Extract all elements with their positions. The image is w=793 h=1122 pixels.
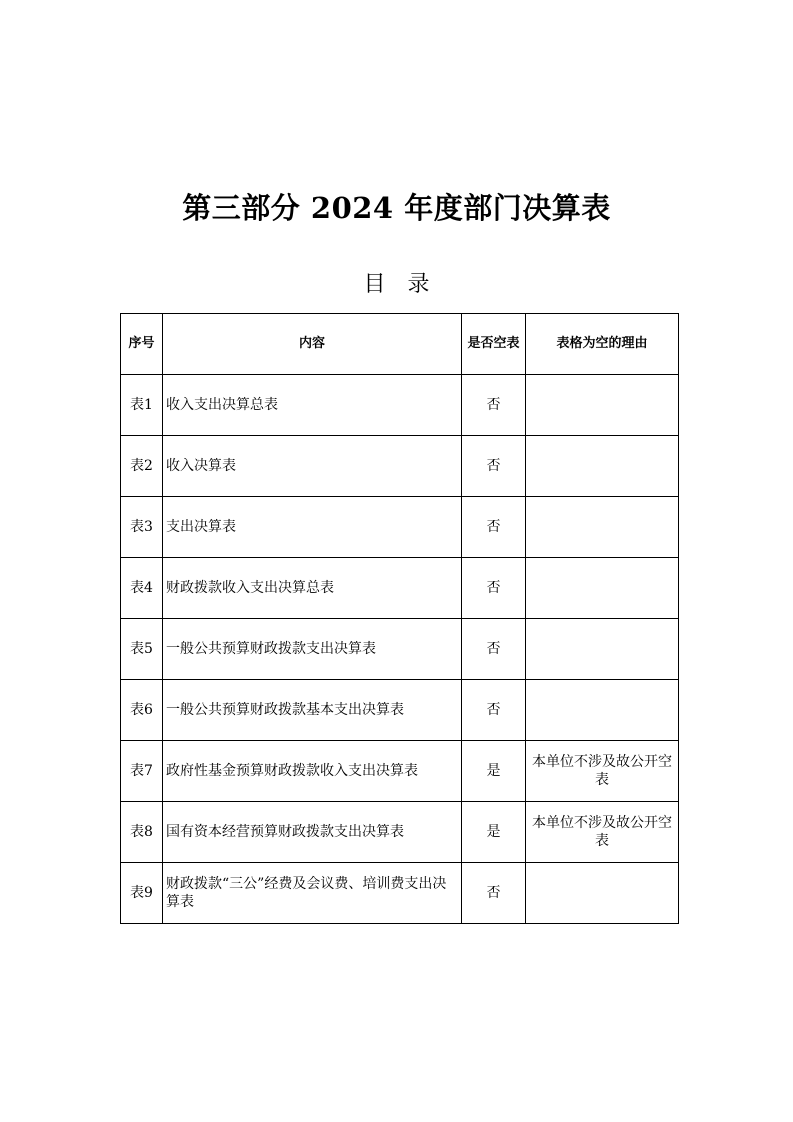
table-row: [121, 497, 679, 558]
row-empty-reason: [526, 680, 679, 741]
row-empty-reason: [526, 497, 679, 558]
row-number: 表5: [121, 619, 163, 680]
table-row: [121, 619, 679, 680]
table-header-row: [121, 314, 679, 375]
row-is-empty: 否: [462, 497, 526, 558]
table-row: [121, 436, 679, 497]
table-row: [121, 863, 679, 924]
row-table-name: 收入支出决算总表: [163, 375, 462, 436]
table-row: [121, 802, 679, 863]
row-empty-reason: [526, 436, 679, 497]
row-is-empty: 否: [462, 863, 526, 924]
row-table-name: 财政拨款收入支出决算总表: [163, 558, 462, 619]
row-is-empty: 否: [462, 436, 526, 497]
row-number: 表7: [121, 741, 163, 802]
row-table-name: 支出决算表: [163, 497, 462, 558]
row-empty-reason: 本单位不涉及故公开空表: [526, 741, 679, 802]
toc-heading: 目录: [363, 272, 452, 297]
header-is-empty: 是否空表: [462, 314, 526, 375]
header-content: 内容: [163, 314, 462, 375]
table-row: [121, 375, 679, 436]
row-is-empty: 否: [462, 680, 526, 741]
row-is-empty: 是: [462, 802, 526, 863]
row-table-name: 一般公共预算财政拨款支出决算表: [163, 619, 462, 680]
row-table-name: 收入决算表: [163, 436, 462, 497]
table-row: [121, 680, 679, 741]
row-number: 表9: [121, 863, 163, 924]
row-is-empty: 否: [462, 558, 526, 619]
header-no: 序号: [121, 314, 163, 375]
row-empty-reason: 本单位不涉及故公开空表: [526, 802, 679, 863]
row-number: 表1: [121, 375, 163, 436]
row-number: 表3: [121, 497, 163, 558]
row-is-empty: 否: [462, 619, 526, 680]
row-is-empty: 否: [462, 375, 526, 436]
table-row: [121, 741, 679, 802]
row-number: 表2: [121, 436, 163, 497]
row-table-name: 财政拨款“三公”经费及会议费、培训费支出决算表: [163, 863, 462, 924]
row-number: 表6: [121, 680, 163, 741]
toc-table: [120, 313, 679, 924]
header-empty-reason: 表格为空的理由: [526, 314, 679, 375]
row-table-name: 国有资本经营预算财政拨款支出决算表: [163, 802, 462, 863]
row-number: 表4: [121, 558, 163, 619]
row-table-name: 一般公共预算财政拨款基本支出决算表: [163, 680, 462, 741]
row-empty-reason: [526, 863, 679, 924]
row-is-empty: 是: [462, 741, 526, 802]
row-empty-reason: [526, 375, 679, 436]
row-empty-reason: [526, 619, 679, 680]
page-title: 第三部分 2024 年度部门决算表: [182, 191, 611, 225]
row-table-name: 政府性基金预算财政拨款收入支出决算表: [163, 741, 462, 802]
table-row: [121, 558, 679, 619]
row-number: 表8: [121, 802, 163, 863]
row-empty-reason: [526, 558, 679, 619]
